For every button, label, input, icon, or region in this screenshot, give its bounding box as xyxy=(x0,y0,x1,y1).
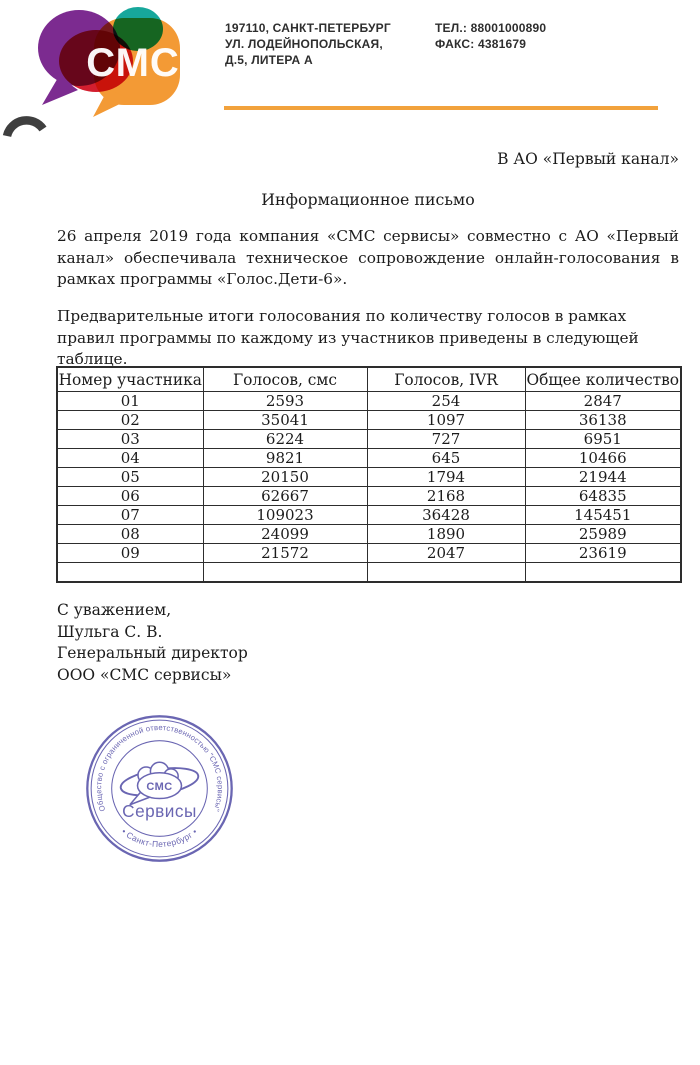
table-row xyxy=(57,525,681,544)
cell-participant xyxy=(57,563,203,583)
table-row xyxy=(57,468,681,487)
cell-total: 64835 xyxy=(525,487,681,506)
cell-ivr: 1890 xyxy=(367,525,525,544)
table-header-row xyxy=(57,367,681,392)
cell-sms: 21572 xyxy=(203,544,367,563)
cell-total xyxy=(525,563,681,583)
cell-total: 2847 xyxy=(525,392,681,411)
cell-total: 145451 xyxy=(525,506,681,525)
cell-ivr: 2168 xyxy=(367,487,525,506)
cell-ivr xyxy=(367,563,525,583)
cell-sms xyxy=(203,563,367,583)
seal-logo-text: СМС xyxy=(146,780,173,793)
cell-ivr: 727 xyxy=(367,430,525,449)
svg-text:• Санкт-Петербург • xyxy=(120,826,200,849)
table-row xyxy=(57,392,681,411)
header-divider xyxy=(224,106,658,110)
table-row xyxy=(57,544,681,563)
cell-total: 21944 xyxy=(525,468,681,487)
seal-label: Сервисы xyxy=(122,801,197,822)
cell-ivr: 36428 xyxy=(367,506,525,525)
cell-participant: 08 xyxy=(57,525,203,544)
header-participant: Номер участника xyxy=(57,367,203,392)
table-row xyxy=(57,487,681,506)
cell-participant: 01 xyxy=(57,392,203,411)
address-line: Д.5, ЛИТЕРА А xyxy=(225,53,313,67)
signature-greeting: С уважением, xyxy=(57,601,172,619)
cell-sms: 109023 xyxy=(203,506,367,525)
cell-total: 10466 xyxy=(525,449,681,468)
paragraph-results: Предварительные итоги голосования по количеству голосов в рамках правил программы по каждому из участников приведены в следующей таблице. xyxy=(57,307,639,369)
company-logo-icon xyxy=(32,2,184,122)
cell-total: 36138 xyxy=(525,411,681,430)
signature-name: Шульга С. В. xyxy=(57,622,163,641)
cell-participant: 07 xyxy=(57,506,203,525)
cell-ivr: 2047 xyxy=(367,544,525,563)
cell-ivr: 645 xyxy=(367,449,525,468)
address-line: 197110, САНКТ-ПЕТЕРБУРГ xyxy=(225,21,391,35)
signature-position: Генеральный директор xyxy=(57,644,248,663)
cell-participant: 02 xyxy=(57,411,203,430)
cell-participant: 04 xyxy=(57,449,203,468)
phone-line: ТЕЛ.: 88001000890 xyxy=(435,21,547,35)
table-row-empty xyxy=(57,563,681,583)
cell-sms: 9821 xyxy=(203,449,367,468)
cell-participant: 05 xyxy=(57,468,203,487)
address-line: УЛ. ЛОДЕЙНОПОЛЬСКАЯ, xyxy=(225,37,383,51)
phone-block xyxy=(435,20,546,52)
header-ivr-votes: Голосов, IVR xyxy=(367,367,525,392)
cell-participant: 09 xyxy=(57,544,203,563)
cell-sms: 35041 xyxy=(203,411,367,430)
company-seal-icon xyxy=(83,712,236,865)
table-row xyxy=(57,449,681,468)
cell-total: 25989 xyxy=(525,525,681,544)
header-sms-votes: Голосов, смс xyxy=(203,367,367,392)
recipient-line: В АО «Первый канал» xyxy=(497,150,679,168)
cell-participant: 06 xyxy=(57,487,203,506)
fax-line: ФАКС: 4381679 xyxy=(435,37,527,51)
votes-table xyxy=(56,366,682,583)
table-row xyxy=(57,411,681,430)
cell-total: 6951 xyxy=(525,430,681,449)
scan-mark-icon xyxy=(2,110,48,142)
cell-ivr: 254 xyxy=(367,392,525,411)
signature-block xyxy=(57,600,248,686)
cell-total: 23619 xyxy=(525,544,681,563)
letter-title: Информационное письмо xyxy=(261,190,475,209)
seal-ring-text-top: Общество с ограниченной ответственностью "СМС сервисы" xyxy=(94,723,225,813)
cell-ivr: 1794 xyxy=(367,468,525,487)
cell-sms: 62667 xyxy=(203,487,367,506)
seal-ring-text-bottom: • Санкт-Петербург • xyxy=(119,826,200,850)
address-block xyxy=(225,20,391,68)
logo-text: СМС xyxy=(86,41,180,85)
cell-sms: 20150 xyxy=(203,468,367,487)
signature-company: ООО «СМС сервисы» xyxy=(57,665,232,684)
cell-sms: 24099 xyxy=(203,525,367,544)
cell-ivr: 1097 xyxy=(367,411,525,430)
table-row xyxy=(57,430,681,449)
header-total: Общее количество xyxy=(525,367,681,392)
cell-sms: 2593 xyxy=(203,392,367,411)
table-row xyxy=(57,506,681,525)
cell-participant: 03 xyxy=(57,430,203,449)
paragraph-intro: 26 апреля 2019 года компания «СМС сервисы» совместно с АО «Первый канал» обеспечивала техническое сопровождение онлайн-голосования в рамках программы «Голос.Дети-6». xyxy=(57,227,679,289)
cell-sms: 6224 xyxy=(203,430,367,449)
